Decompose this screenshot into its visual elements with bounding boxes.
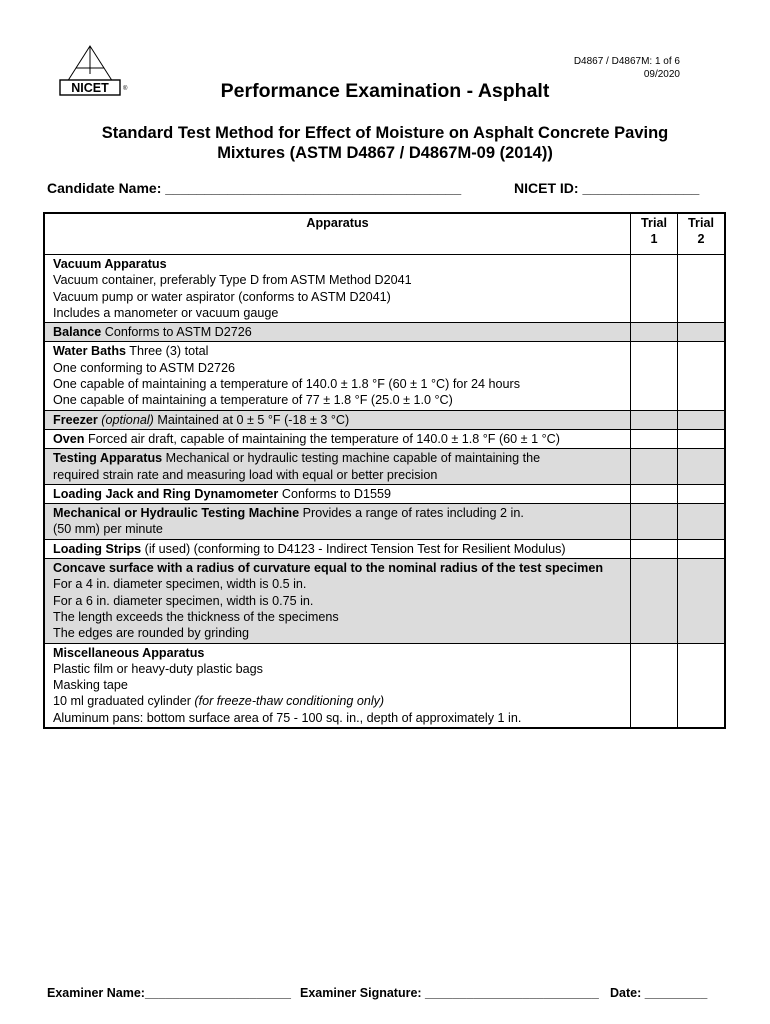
apparatus-item-detail: One conforming to ASTM D2726 (53, 360, 236, 375)
table-row (44, 410, 725, 429)
apparatus-item-title: Vacuum Apparatus (53, 257, 167, 271)
apparatus-item-desc: Maintained at 0 ± 5 °F (-18 ± 3 °C) (153, 412, 350, 427)
trial-1-check-cell[interactable] (631, 255, 678, 323)
trial-2-check-cell[interactable] (678, 643, 726, 728)
apparatus-item-detail: For a 4 in. diameter specimen, width is 0.5 in. (53, 577, 307, 592)
trial-2-check-cell[interactable] (678, 504, 726, 540)
apparatus-item-detail: Plastic film or heavy-duty plastic bags (53, 661, 263, 676)
doc-code: D4867 / D4867M: 1 of 6 (573, 56, 680, 67)
apparatus-item-title: Freezer (53, 412, 98, 427)
apparatus-item-title: Loading Jack and Ring Dynamometer (53, 486, 279, 501)
trial-2-check-cell[interactable] (678, 323, 726, 342)
apparatus-item (44, 429, 631, 448)
examiner-name-field[interactable]: Examiner Name:_____________________ (47, 986, 291, 1000)
apparatus-item-detail: The length exceeds the thickness of the specimens (53, 609, 339, 624)
trial-2-check-cell[interactable] (678, 449, 726, 485)
table-row (44, 429, 725, 448)
logo-text: NICET (71, 81, 109, 95)
apparatus-item-detail: Includes a manometer or vacuum gauge (53, 305, 279, 320)
apparatus-header: Apparatus (44, 213, 631, 255)
date-field[interactable]: Date: _________ (610, 986, 708, 1000)
apparatus-item-detail: Vacuum pump or water aspirator (conforms to ASTM D2041) (53, 289, 391, 304)
trial-1-check-cell[interactable] (631, 342, 678, 410)
apparatus-item-detail: Vacuum container, preferably Type D from ASTM Method D2041 (53, 273, 412, 288)
candidate-name-field[interactable]: Candidate Name: ______________________________________ (47, 180, 462, 196)
subtitle-line-2: Mixtures (ASTM D4867 / D4867M-09 (2014)) (217, 144, 553, 162)
trial-1-header: Trial 1 (631, 213, 678, 255)
nicet-id-field[interactable]: NICET ID: _______________ (514, 180, 700, 196)
table-header-row (44, 213, 725, 255)
table-row (44, 504, 725, 540)
examiner-signature-field[interactable]: Examiner Signature: _________________________ (300, 986, 599, 1000)
apparatus-item (44, 559, 631, 643)
apparatus-item-title: Loading Strips (53, 541, 142, 556)
trial-1-check-cell[interactable] (631, 449, 678, 485)
apparatus-item-title: Balance (53, 325, 102, 340)
apparatus-item-detail: Aluminum pans: bottom surface area of 75 - 100 sq. in., depth of approximately 1 in. (53, 710, 522, 725)
apparatus-item-title: Concave surface with a radius of curvature equal to the nominal radius of the test specimen (53, 561, 604, 576)
apparatus-item-desc: Mechanical or hydraulic testing machine capable of maintaining the (162, 451, 541, 466)
apparatus-item-detail: One capable of maintaining a temperature of 77 ± 1.8 °F (25.0 ± 1.0 °C) (53, 393, 453, 408)
trial-2-check-cell[interactable] (678, 484, 726, 503)
logo-registered: ® (123, 86, 128, 92)
subtitle-line-1: Standard Test Method for Effect of Moisture on Asphalt Concrete Paving (101, 124, 669, 142)
trial-1-check-cell[interactable] (631, 484, 678, 503)
table-row (44, 255, 725, 323)
apparatus-item-detail: One capable of maintaining a temperature of 140.0 ± 1.8 °F (60 ± 1 °C) for 24 hours (53, 377, 521, 392)
apparatus-item-detail: For a 6 in. diameter specimen, width is 0.75 in. (53, 593, 314, 608)
trial-2-check-cell[interactable] (678, 429, 726, 448)
apparatus-item-detail: 10 ml graduated cylinder (for freeze-thaw conditioning only) (53, 694, 385, 709)
apparatus-item-title: Water Baths (53, 344, 127, 359)
apparatus-item-detail: The edges are rounded by grinding (53, 626, 250, 641)
apparatus-item (44, 342, 631, 410)
apparatus-item-title: Mechanical or Hydraulic Testing Machine (53, 506, 300, 521)
trial-2-check-cell[interactable] (678, 255, 726, 323)
apparatus-item (44, 539, 631, 558)
apparatus-item (44, 484, 631, 503)
apparatus-item-title: Miscellaneous Apparatus (53, 645, 205, 660)
trial-1-check-cell[interactable] (631, 429, 678, 448)
apparatus-item-desc: Conforms to D1559 (278, 486, 392, 501)
trial-1-check-cell[interactable] (631, 643, 678, 728)
trial-1-check-cell[interactable] (631, 323, 678, 342)
apparatus-item-title: Testing Apparatus (53, 451, 163, 466)
page-subtitle (40, 123, 730, 163)
apparatus-item-detail: Masking tape (53, 678, 128, 693)
apparatus-item (44, 449, 631, 485)
apparatus-item-desc: Forced air draft, capable of maintaining the temperature of 140.0 ± 1.8 °F (60 ± 1 °C) (84, 431, 560, 446)
apparatus-item (44, 504, 631, 540)
apparatus-item-detail: required strain rate and measuring load with equal or better precision (53, 467, 438, 482)
trial-2-check-cell[interactable] (678, 342, 726, 410)
page-title: Performance Examination - Asphalt (220, 80, 550, 102)
trial-2-header: Trial 2 (678, 213, 726, 255)
table-row (44, 539, 725, 558)
doc-date: 09/2020 (643, 69, 680, 80)
apparatus-item-title: Oven (53, 431, 85, 446)
table-row (44, 323, 725, 342)
document-reference (574, 55, 680, 81)
trial-1-check-cell[interactable] (631, 539, 678, 558)
table-row (44, 342, 725, 410)
apparatus-item-desc: (if used) (conforming to D4123 - Indirect Tension Test for Resilient Modulus) (141, 541, 566, 556)
apparatus-item-detail: (50 mm) per minute (53, 522, 163, 537)
trial-1-check-cell[interactable] (631, 410, 678, 429)
trial-2-check-cell[interactable] (678, 539, 726, 558)
table-row (44, 449, 725, 485)
trial-1-check-cell[interactable] (631, 504, 678, 540)
table-row (44, 643, 725, 728)
trial-2-check-cell[interactable] (678, 410, 726, 429)
apparatus-item (44, 643, 631, 728)
table-row (44, 484, 725, 503)
apparatus-item-desc: Conforms to ASTM D2726 (101, 325, 252, 340)
apparatus-item-desc: Provides a range of rates including 2 in. (299, 506, 524, 521)
apparatus-item (44, 323, 631, 342)
apparatus-item-desc: Three (3) total (126, 344, 209, 359)
apparatus-item-note: (optional) (97, 412, 154, 427)
apparatus-table (43, 212, 726, 729)
apparatus-item (44, 255, 631, 323)
trial-2-check-cell[interactable] (678, 559, 726, 643)
table-row (44, 559, 725, 643)
trial-1-check-cell[interactable] (631, 559, 678, 643)
apparatus-item (44, 410, 631, 429)
